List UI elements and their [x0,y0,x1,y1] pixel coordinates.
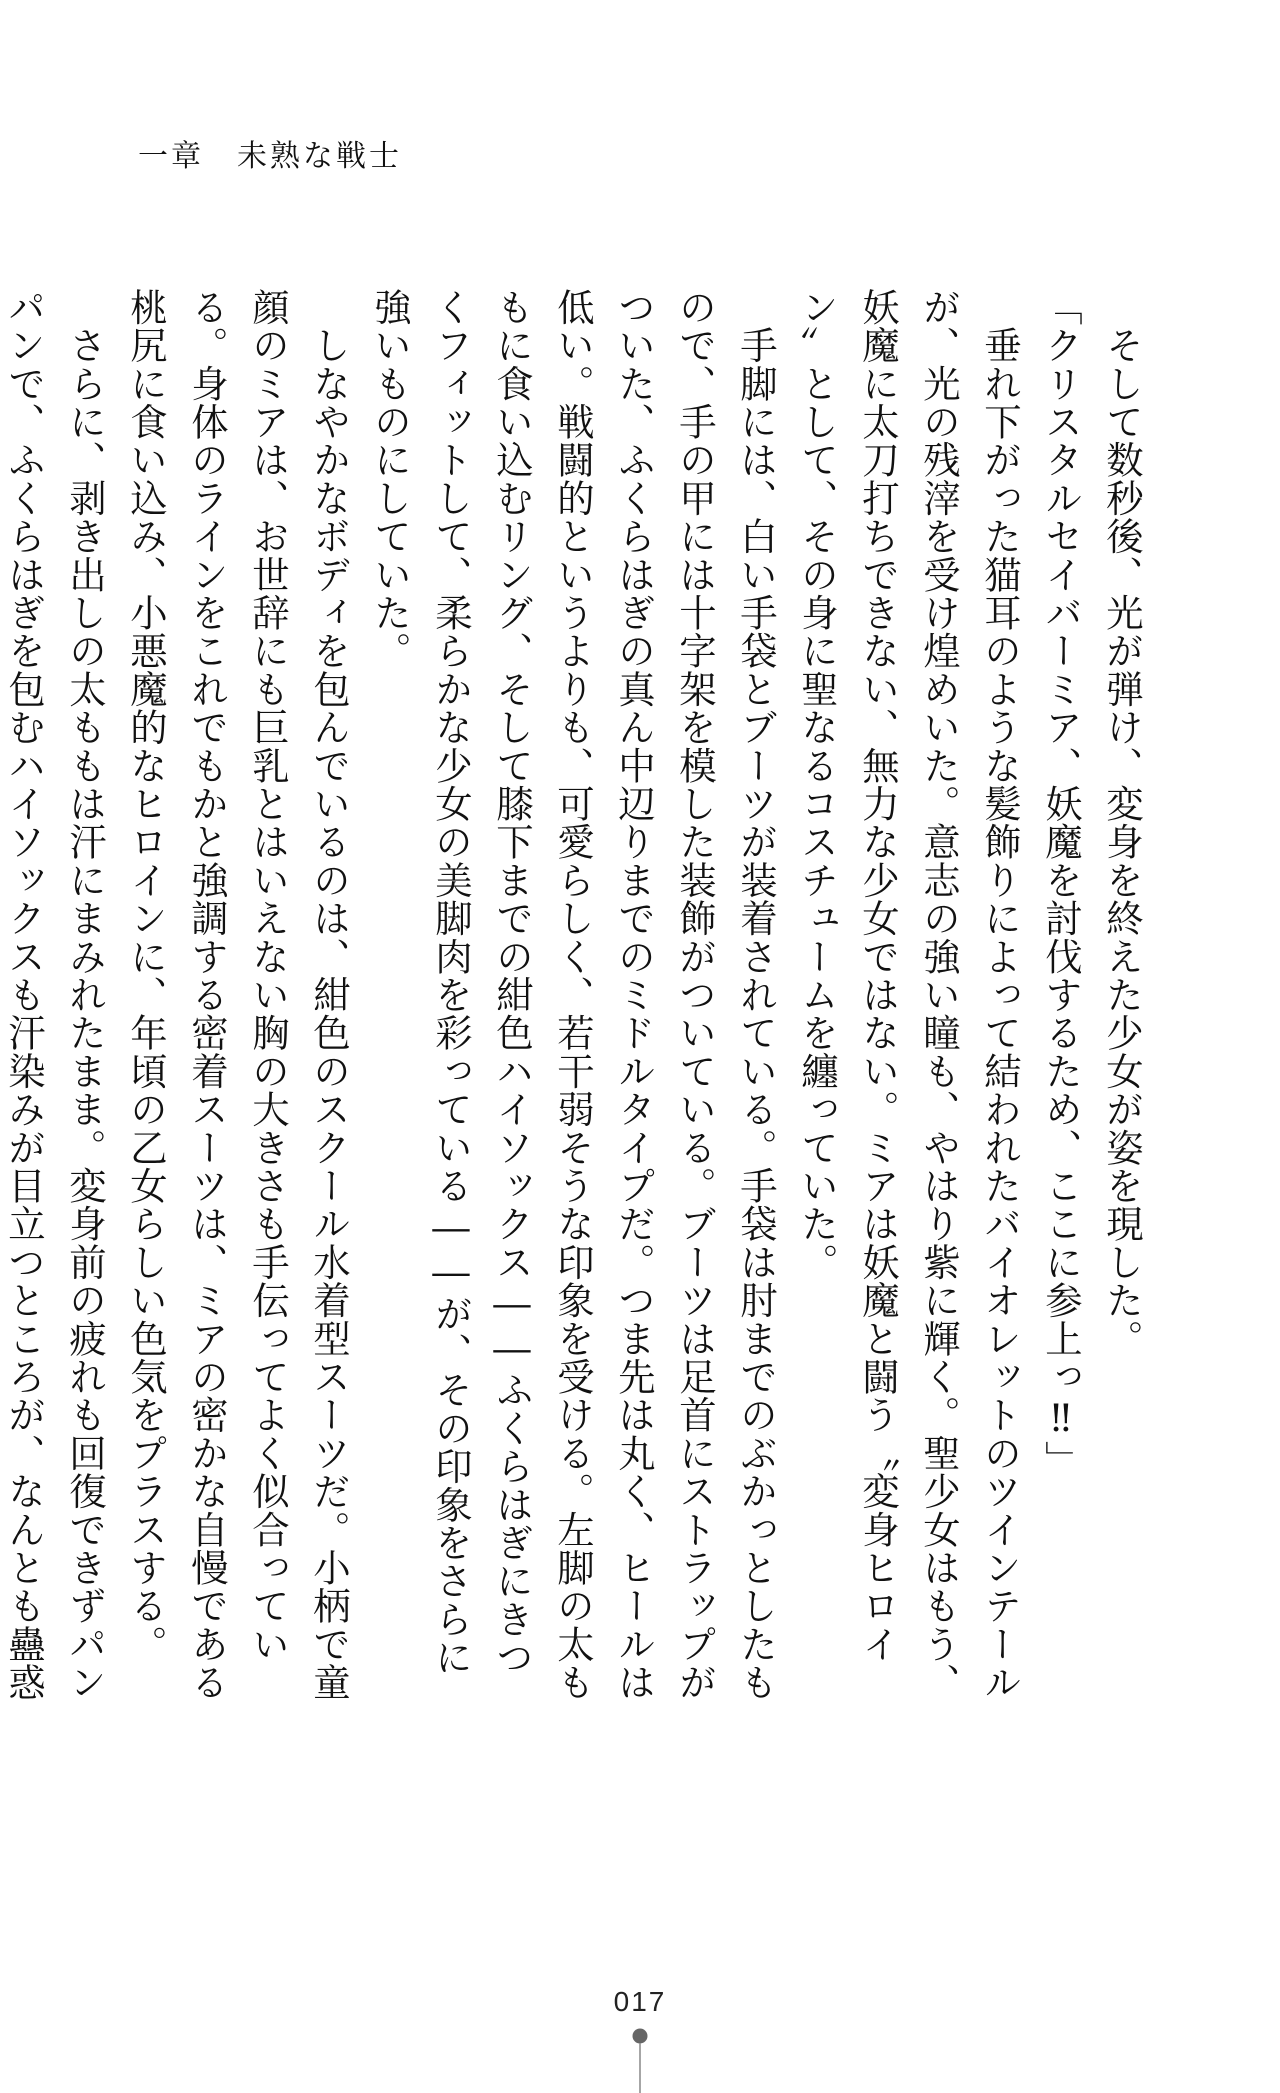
paragraph: さらに、剥き出しの太ももは汗にまみれたまま。変身前の疲れも回復できずパンパンで、ふくらはぎを包むハイソックスも汗染みが目立つところが、なんとも蠱惑 [2,288,107,1702]
paragraph: そして数秒後、光が弾け、変身を終えた少女が姿を現した。 [1100,288,1144,1358]
paragraph: 手脚には、白い手袋とブーツが装着されている。手袋は肘までのぶかっとしたもので、手の甲には十字架を模した装飾がついている。ブーツは足首にストラップがついた、ふくらはぎの真ん中辺りまでのミドルタイプだ。つま先は丸く、ヒールは低い。戦闘的というよりも、可愛らしく、若干弱そうな印象を受ける。左脚の太ももに食い込むリング、そして膝下までの紺色ハイソックス――ふくらはぎにきつくフィットして、柔らかな少女の美脚肉を彩っている――が、その印象をさらに強いものにしていた。 [368,288,778,1702]
paragraph: しなやかなボディを包んでいるのは、紺色のスクール水着型スーツだ。小柄で童顔のミアは、お世辞にも巨乳とはいえない胸の大きさも手伝ってよく似合っている。身体のラインをこれでもかと強調する密着スーツは、ミアの密かな自慢である桃尻に食い込み、小悪魔的なヒロインに、年頃の乙女らしい色気をプラスする。 [124,288,351,1702]
paragraph: 「クリスタルセイバーミア、妖魔を討伐するため、ここに参上っ‼」 [1039,288,1083,1479]
body-text [2,288,1152,1708]
page-marker-icon [632,2027,648,2093]
page-number: 017 [613,1986,667,2017]
chapter-header: 一章 未熟な戦士 [138,139,402,174]
paragraph: 垂れ下がった猫耳のような髪飾りによって結われたバイオレットのツインテールが、光の残滓を受け煌めいた。意志の強い瞳も、やはり紫に輝く。聖少女はもう、妖魔に太刀打ちできない、無力な少女ではない。ミアは妖魔と闘う〝変身ヒロイン〟として、その身に聖なるコスチュームを纏っていた。 [795,288,1022,1702]
